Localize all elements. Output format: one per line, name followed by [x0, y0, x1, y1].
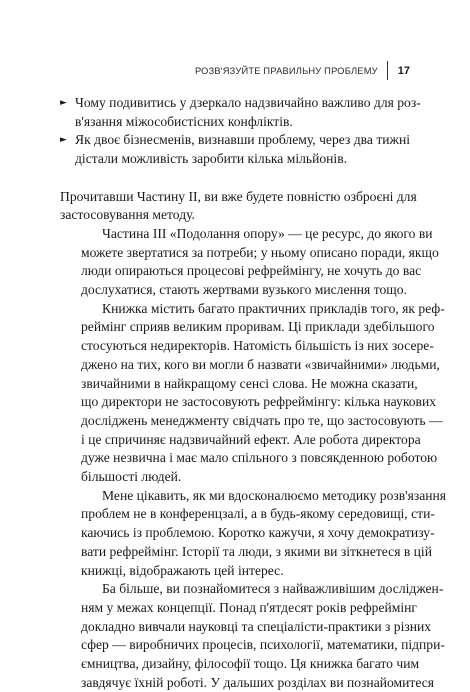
text-line: проблем не в конференцзалі, а в будь-якому середовищі, сти-	[81, 506, 435, 522]
bullet-item	[60, 94, 421, 131]
text-line: реймінг сприяв великим проривам. Ці приклади здебільшого	[81, 319, 435, 335]
text-line: дістали можливість заробити кілька мільйонів.	[75, 151, 348, 167]
text-line: джено на тих, кого ви могли б назвати «звичайними» людьми,	[81, 356, 440, 372]
text-line: Мене цікавить, як ми вдосконалюємо методику розв'язання	[102, 487, 447, 503]
text-line: застосовування методу.	[60, 207, 195, 223]
text-line: ням у межах концепції. Понад п'ятдесят років рефреймінг	[81, 599, 417, 615]
paragraph	[60, 188, 417, 225]
bullet-text	[75, 131, 410, 168]
text-line: в'язання міжособистісних конфліктів.	[75, 113, 293, 129]
text-line: Частина III «Подолання опору» — це ресурс, до якого ви	[102, 225, 433, 241]
text-line: книжці, відображають цей інтерес.	[81, 562, 284, 578]
text-line: вати рефреймінг. Історії та люди, з якими ви зіткнетеся в цій	[81, 543, 432, 559]
text-line: завдячує їхній роботі. У дальших розділах ви познайомитеся	[81, 674, 435, 690]
text-line: досліджень менеджменту свідчать про те, що застосовують —	[81, 412, 443, 428]
text-line: Прочитавши Частину II, ви вже будете повністю озброєні для	[60, 188, 417, 204]
triangle-bullet-icon: ►	[60, 98, 67, 108]
header-divider	[387, 61, 388, 80]
paragraph	[60, 487, 447, 581]
paragraph	[60, 580, 445, 692]
text-line: більшості людей.	[81, 469, 182, 485]
bullet-text	[75, 94, 421, 131]
text-line: дуже незвична і має мало спільного з повсякденною роботою	[81, 450, 438, 466]
text-line: стосуються недиректорів. Натомість більшість із них зосере-	[81, 338, 434, 354]
text-line: люди опираються процесові рефреймінгу, не хочуть до вас	[81, 263, 422, 279]
text-line: Ба більше, ви познайомитеся з найважливішим досліджен-	[102, 581, 444, 597]
text-line: каючись із проблемою. Коротко кажучи, я хочу демократизу-	[81, 525, 435, 541]
text-line: дослухатися, стають жертвами вузького мислення тощо.	[81, 282, 407, 298]
text-line: звичайними в найкращому сенсі слова. Не можна сказати,	[81, 375, 418, 391]
triangle-bullet-icon: ►	[60, 135, 67, 146]
running-title: РОЗВ'ЯЗУЙТЕ ПРАВИЛЬНУ ПРОБЛЕМУ	[194, 65, 378, 76]
page-body	[60, 94, 447, 692]
page-number: 17	[397, 64, 410, 77]
text-line: можете звертатися за потреби; у ньому описано поради, якщо	[81, 244, 439, 260]
running-head	[195, 61, 410, 80]
text-line: Чому подивитись у дзеркало надзвичайно важливо для роз-	[75, 95, 421, 110]
text-line: що директори не застосовують рефреймінгу: кілька наукових	[81, 394, 437, 410]
bullet-item	[60, 131, 410, 168]
text-line: Книжка містить багато практичних прикладів того, як реф-	[102, 300, 445, 316]
paragraph	[60, 225, 439, 300]
text-line: і це спричиняє надзвичайний ефект. Але робота директора	[81, 431, 421, 447]
text-line: ємництва, дизайну, філософії тощо. Ця книжка багато чим	[81, 656, 420, 672]
bullet-list	[60, 94, 421, 169]
text-line: докладно вивчали науковці та спеціалісти-практики з різних	[81, 618, 432, 634]
paragraph	[60, 300, 445, 487]
text-line: сфер — виробничих процесів, психології, математики, підпри-	[81, 637, 445, 653]
text-line: Як двоє бізнесменів, визнавши проблему, через два тижні	[75, 132, 410, 148]
